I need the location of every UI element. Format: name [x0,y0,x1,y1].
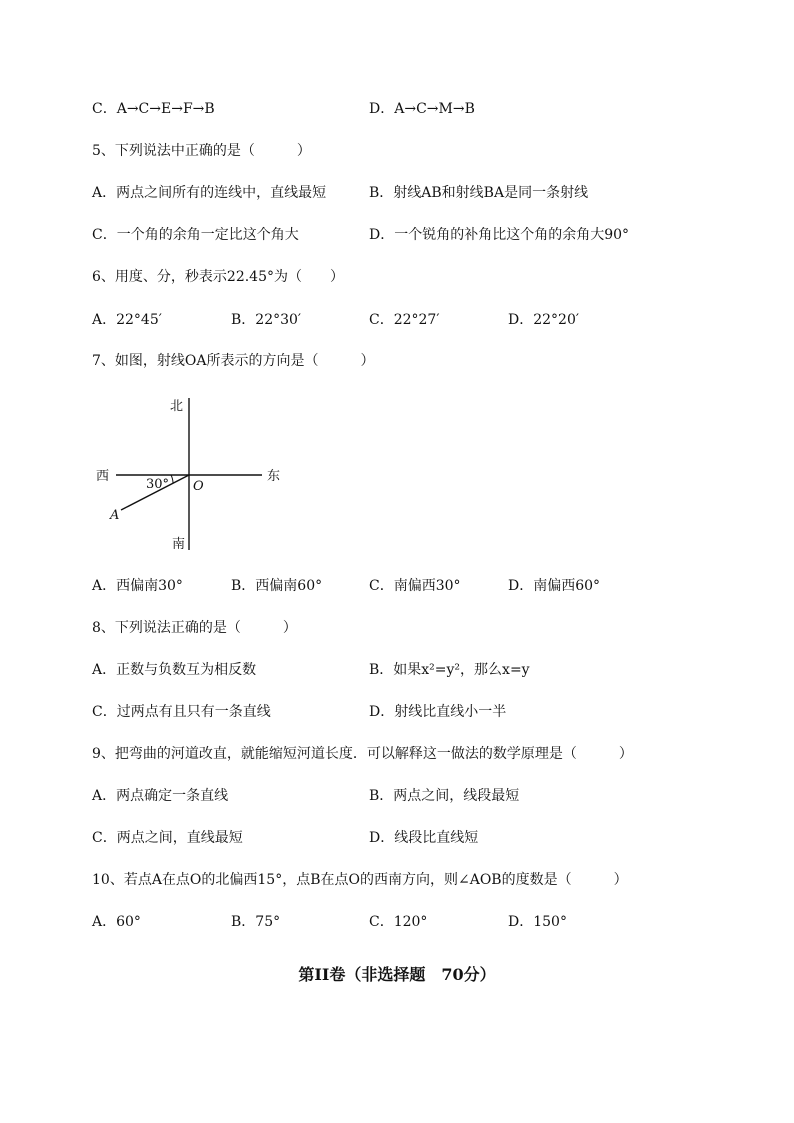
q8-option-a: A．正数与负数互为相反数 [92,662,257,678]
q6-option-c: C．22°27′ [369,312,440,328]
q5-option-d: D．一个锐角的补角比这个角的余角大90° [369,227,630,243]
section-title: 第II卷（非选择题 70分） [298,965,496,984]
q8-option-b: B．如果x²=y²，那么x=y [369,662,530,678]
q9-option-b: B．两点之间，线段最短 [369,788,520,804]
q10-option-c: C．120° [369,914,428,930]
q5-option-a: A．两点之间所有的连线中，直线最短 [92,185,327,201]
q4-option-d: D．A→C→M→B [369,101,475,117]
label-origin: O [193,479,204,494]
q7-option-b: B．西偏南60° [231,578,323,594]
q5-option-b: B．射线AB和射线BA是同一条射线 [369,185,589,201]
label-north: 北 [170,399,184,414]
q10-option-a: A．60° [92,914,141,930]
q10-option-d: D．150° [508,914,567,930]
label-west: 西 [96,469,110,484]
q9-option-a: A．两点确定一条直线 [92,788,229,804]
q9-option-d: D．线段比直线短 [369,830,479,846]
label-angle: 30° [146,477,170,492]
q10-option-b: B．75° [231,914,281,930]
q7-option-c: C．南偏西30° [369,578,461,594]
q10-stem: 10、若点A在点O的北偏西15°，点B在点O的西南方向，则∠AOB的度数是（ ） [92,872,628,888]
q4-option-c: C．A→C→E→F→B [92,101,215,117]
q8-stem: 8、下列说法正确的是（ ） [92,620,297,636]
q8-option-d: D．射线比直线小一半 [369,704,507,720]
q6-stem: 6、用度、分，秒表示22.45°为（ ） [92,269,344,285]
q8-option-c: C．过两点有且只有一条直线 [92,704,271,720]
label-point-a: A [110,508,120,523]
q6-option-d: D．22°20′ [508,312,580,328]
q9-option-c: C．两点之间，直线最短 [92,830,243,846]
q7-option-a: A．西偏南30° [92,578,183,594]
q5-stem: 5、下列说法中正确的是（ ） [92,143,311,159]
label-east: 东 [267,469,281,484]
angle-arc [171,475,173,483]
q6-option-b: B．22°30′ [231,312,302,328]
q7-option-d: D．南偏西60° [508,578,601,594]
q7-stem: 7、如图，射线OA所表示的方向是（ ） [92,353,375,369]
q9-stem: 9、把弯曲的河道改直，就能缩短河道长度．可以解释这一做法的数学原理是（ ） [92,746,633,762]
q5-option-c: C．一个角的余角一定比这个角大 [92,227,299,243]
direction-diagram [92,392,302,554]
q6-option-a: A．22°45′ [92,312,162,328]
label-south: 南 [172,537,186,552]
